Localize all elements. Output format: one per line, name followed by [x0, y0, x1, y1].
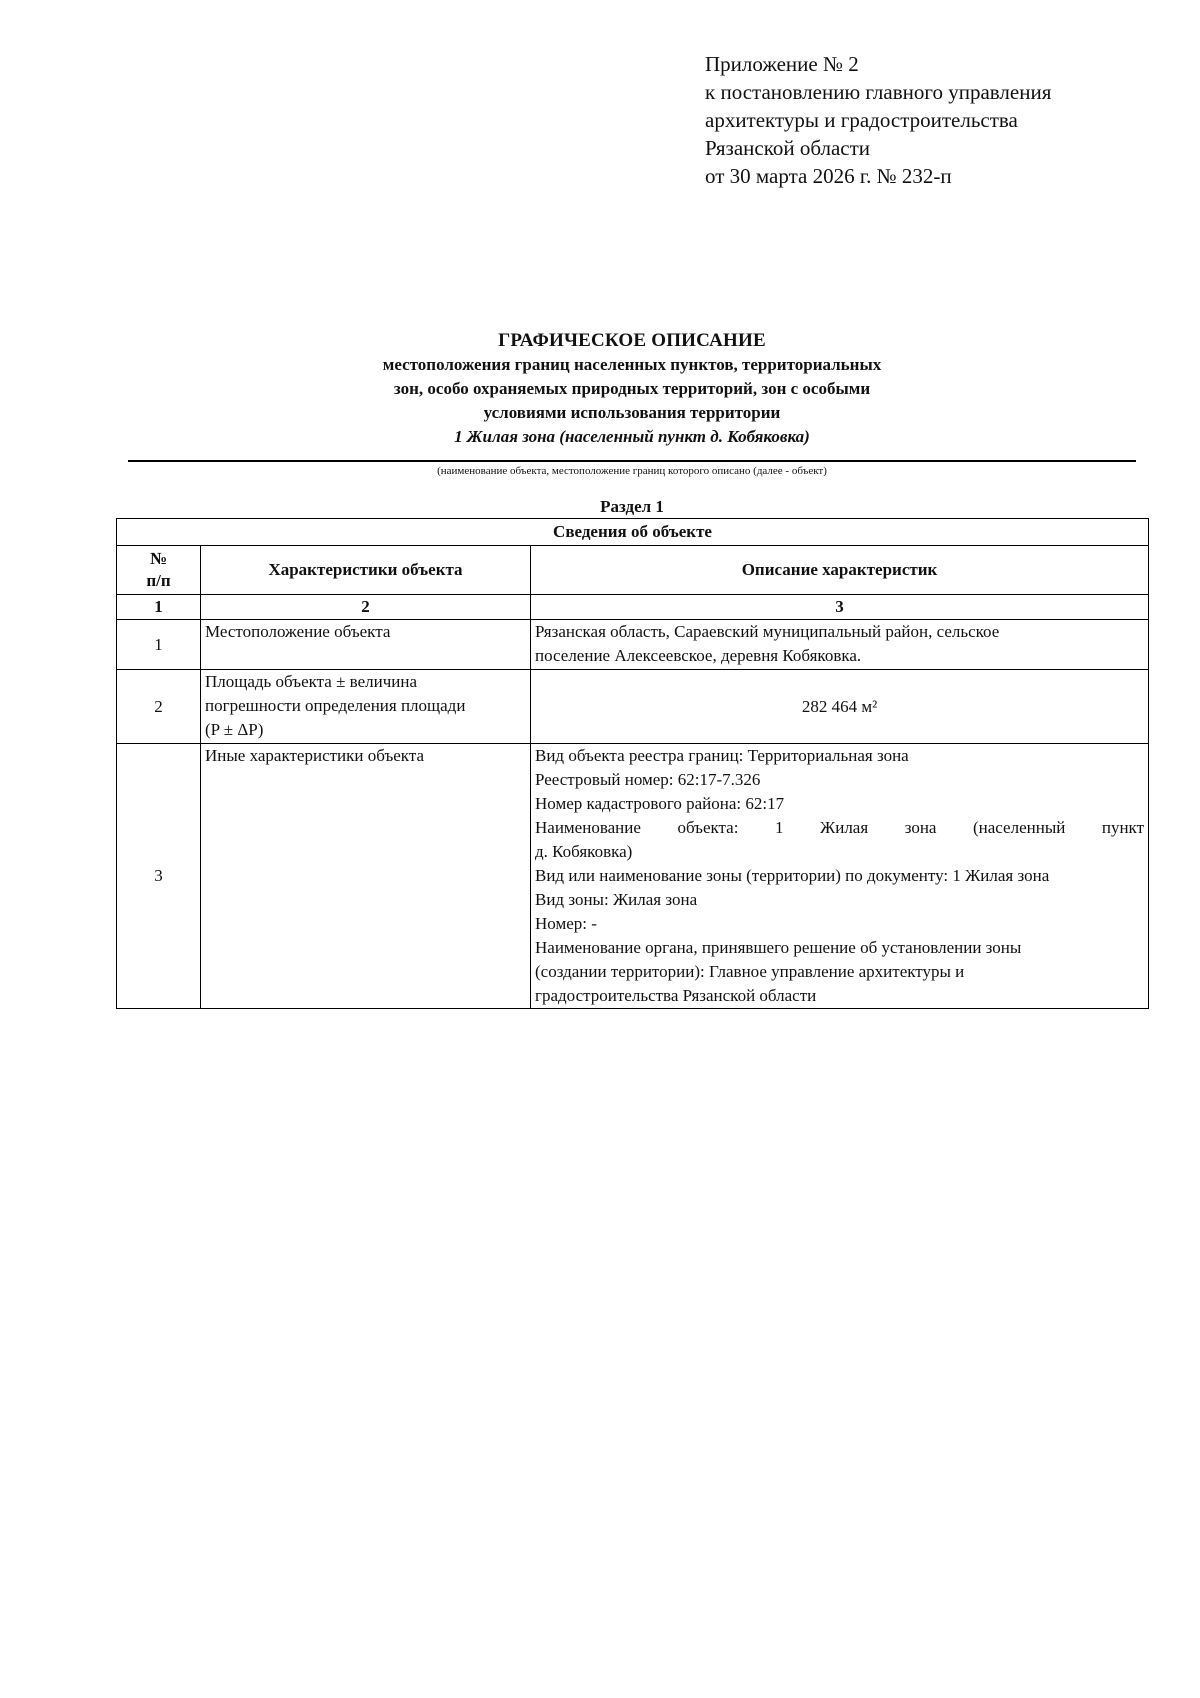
description-line: д. Кобяковка)	[535, 842, 633, 861]
row-description	[531, 620, 1149, 670]
appendix-line: Рязанской области	[705, 136, 871, 160]
description-line: Вид или наименование зоны (территории) по документу: 1 Жилая зона	[535, 866, 1050, 885]
table-row	[117, 620, 1149, 670]
row-number: 3	[117, 744, 201, 1009]
description-line: поселение Алексеевское, деревня Кобяковка.	[535, 646, 862, 665]
column-index-row	[117, 595, 1149, 620]
row-number: 2	[117, 670, 201, 744]
description-line: Наименование органа, принявшего решение об установлении зоны	[535, 938, 1022, 957]
row-characteristic: Иные характеристики объекта	[201, 744, 531, 1009]
object-info-table	[116, 518, 1149, 1009]
row-description	[531, 744, 1149, 1009]
description-line: Вид объекта реестра границ: Территориальная зона	[535, 746, 909, 765]
description-line: Рязанская область, Сараевский муниципальный район, сельское	[535, 622, 1000, 641]
appendix-line: к постановлению главного управления	[705, 80, 1052, 104]
header-description: Описание характеристик	[531, 546, 1149, 595]
table-row	[117, 670, 1149, 744]
column-index: 3	[531, 595, 1149, 620]
document-title: ГРАФИЧЕСКОЕ ОПИСАНИЕ	[498, 330, 766, 351]
characteristic-line: погрешности определения площади	[205, 696, 466, 715]
row-number: 1	[117, 620, 201, 670]
header-number-line: п/п	[146, 571, 171, 590]
appendix-line: Приложение № 2	[705, 52, 859, 76]
header-number	[117, 546, 201, 595]
table-row	[117, 744, 1149, 1009]
description-line: Вид зоны: Жилая зона	[535, 890, 698, 909]
row-characteristic: Местоположение объекта	[201, 620, 531, 670]
column-index: 2	[201, 595, 531, 620]
description-line: Номер: -	[535, 914, 597, 933]
document-title-block	[128, 328, 1136, 449]
object-name-underline	[128, 460, 1136, 462]
characteristic-line: Площадь объекта ± величина	[205, 672, 418, 691]
row-description-area: 282 464 м²	[531, 670, 1149, 744]
table-title: Сведения об объекте	[117, 519, 1149, 546]
description-line: Реестровый номер: 62:17-7.326	[535, 770, 761, 789]
header-characteristics: Характеристики объекта	[201, 546, 531, 595]
characteristic-line: (P ± ΔP)	[205, 720, 264, 739]
appendix-line: от 30 марта 2026 г. № 232-п	[705, 164, 952, 188]
table-header-row	[117, 546, 1149, 595]
description-line: (создании территории): Главное управление архитектуры и	[535, 962, 965, 981]
row-characteristic	[201, 670, 531, 744]
document-subtitle-line: условиями использования территории	[483, 403, 781, 422]
section-label: Раздел 1	[600, 497, 664, 516]
object-name: 1 Жилая зона (населенный пункт д. Кобяковка)	[454, 427, 810, 446]
appendix-reference	[705, 50, 1051, 190]
document-subtitle-line: зон, особо охраняемых природных территорий, зон с особыми	[393, 379, 871, 398]
column-index: 1	[117, 595, 201, 620]
description-line: Наименование объекта: 1 Жилая зона (населенный пункт	[535, 818, 1145, 837]
appendix-line: архитектуры и градостроительства	[705, 108, 1018, 132]
description-line: градостроительства Рязанской области	[535, 986, 817, 1005]
object-name-caption: (наименование объекта, местоположение границ которого описано (далее - объект)	[437, 465, 827, 477]
document-subtitle-line: местоположения границ населенных пунктов, территориальных	[382, 355, 882, 374]
description-line: Номер кадастрового района: 62:17	[535, 794, 785, 813]
header-number-line: №	[149, 549, 168, 568]
table-title-row	[117, 519, 1149, 546]
